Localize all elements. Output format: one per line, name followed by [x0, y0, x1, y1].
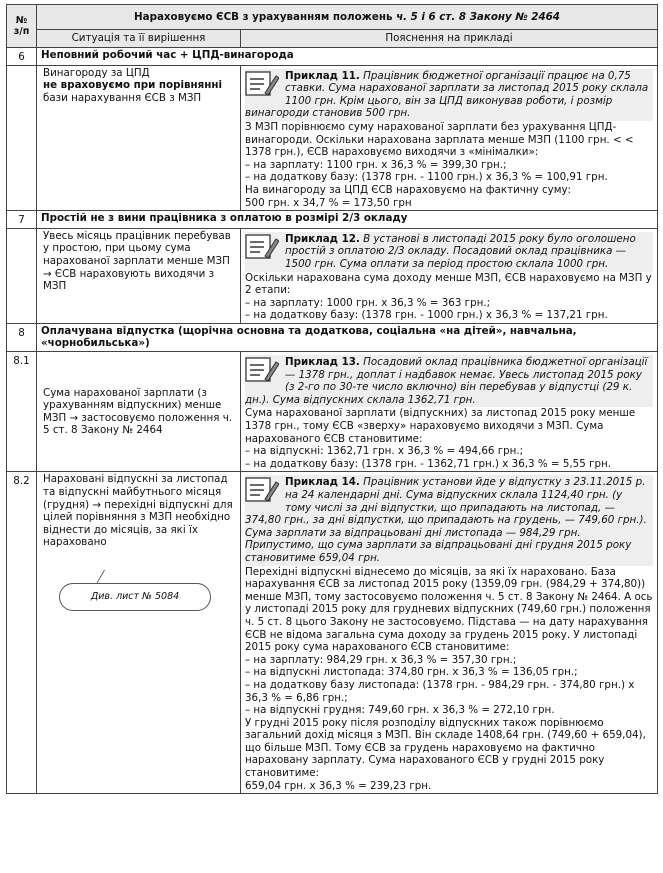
- calc-line: 659,04 грн. х 36,3 % = 239,23 грн.: [245, 779, 432, 792]
- table-row: [7, 472, 658, 794]
- col-situation-header: Ситуація та її вирішення: [37, 30, 241, 48]
- col-explanation-header: Пояснення на прикладі: [241, 30, 658, 48]
- row-number: 8.2: [7, 472, 37, 794]
- calc-line: 500 грн. х 34,7 % = 173,50 грн: [245, 196, 412, 209]
- explanation-text: Перехідні відпускні віднесемо до місяців, за які їх нараховано. База нарахування ЄСВ за листопад 2015 року (1359,09 грн. (984,29 + 374,80)) менше МЗП, тому застосовуємо положення ч. 5 ст. 8 Закону № 2464. А ось у листопаді 2015 року для грудневих відпускних (749,60 грн.) положення ч. 5 ст. 8 цього Закону не застосовуємо. Підстава — на дату нарахування ЄСВ не відома загальна сума доходу за грудень 2015 року. У листопаді 2015 року сума нарахованого ЄСВ становитиме:: [245, 565, 653, 654]
- example-title: Приклад 14.: [285, 476, 360, 489]
- section-title: Оплачувана відпустка (щорічна основна та додаткова, соціальна «на дітей», навчальна, «чорнобильська»): [37, 323, 658, 351]
- example-title: Приклад 11.: [285, 69, 360, 82]
- example-block: [245, 355, 653, 407]
- calc-line: – на додаткову базу листопада: (1378 грн. - 984,29 грн. - 374,80 грн.) х 36,3 % = 6,86 грн.;: [245, 678, 635, 704]
- example-block: [245, 232, 653, 272]
- calc-line: – на додаткову базу: (1378 грн. - 1362,71 грн.) х 36,3 % = 5,55 грн.: [245, 457, 611, 470]
- situation-text: Нараховані відпускні за листопад та відпускні майбутнього місяця (грудня) → перехідні відпускні для цілей порівняння з МЗП необхідно віднести до місяців, за які їх нараховано: [43, 473, 233, 549]
- example-text: Посадовий оклад працівника бюджетної організації — 1378 грн., доплат і надбавок немає. Увесь листопад 2015 року: [285, 356, 648, 381]
- example-title: Приклад 13.: [285, 356, 360, 369]
- explanation-text: Сума нарахованої зарплати (відпускних) за листопад 2015 року менше 1378 грн., тому ЄСВ «зверху» нараховуємо виходячи з МЗП. Сума нарахованого ЄСВ становитиме:: [245, 407, 636, 445]
- situation-text: не враховуємо при порівнянні: [43, 79, 223, 92]
- calc-line: – на відпускні: 1362,71 грн. х 36,3 % = 494,66 грн.;: [245, 445, 524, 458]
- table-row: [7, 228, 658, 323]
- calc-line: – на зарплату: 1100 грн. х 36,3 % = 399,30 грн.;: [245, 158, 507, 171]
- example-text: Працівник бюджетної організації працює на 0,75 ставки. Сума нарахованої зарплати за листопад 2015 року склала 1100 грн. Крім цього, він за ЦПД виконував роботи, і розмір винагороди становив 500 грн.: [245, 69, 649, 120]
- example-block: [245, 475, 653, 565]
- example-block: [245, 69, 653, 121]
- situation-text: Винагороду за ЦПД: [43, 66, 150, 79]
- explanation-text: На винагороду за ЦПД ЄСВ нараховуємо на фактичну суму:: [245, 183, 572, 196]
- explanation-cell: [241, 352, 658, 472]
- row-number: 8: [7, 323, 37, 351]
- section-title: Простій не з вини працівника з оплатою в розмірі 2/3 окладу: [37, 211, 658, 229]
- table-title-ref: ч. 5 і 6 ст. 8 Закону № 2464: [396, 10, 560, 23]
- table-title: [37, 5, 658, 30]
- explanation-cell: [241, 65, 658, 211]
- situation-text: Сума нарахованої зарплати (з урахуванням відпускних) менше МЗП → застосовуємо положення ч. 5 ст. 8 Закону № 2464: [43, 386, 233, 437]
- explanation-text: З МЗП порівнюємо суму нарахованої зарплати без урахування ЦПД-винагороди. Оскільки нарахована зарплата менше МЗП (1100 грн. < < 1378 грн.), ЄСВ нараховуємо виходячи з «мінімалки»:: [245, 120, 634, 159]
- situation-cell: Увесь місяць працівник перебував у простою, при цьому сума нарахованої зарплати менше МЗП → ЄСВ нараховують виходячи з МЗП: [37, 228, 241, 323]
- section-row: [7, 211, 658, 229]
- notepad-pencil-icon: [245, 234, 279, 260]
- explanation-text: Оскільки нарахована сума доходу менше МЗП, ЄСВ нараховуємо на МЗП у 2 етапи:: [245, 271, 652, 297]
- notepad-pencil-icon: [245, 357, 279, 383]
- empty-cell: [7, 228, 37, 323]
- example-text: Працівник установи йде у відпустку з 23.11.2015 р. на 24 календарні дні. Сума відпускних склала 1124,40 грн. (у тому числі за дні відпустки, що припадають на листопад, — 374,80 грн., за дні відпустки, що припадають на грудень, — 749,60 грн.). Сума зарплати за відпрацьовані дні листопада — 984,29 грн. Припустимо, що сума зарплати за відпрацьовані дні грудня 2015 року становитиме 659,04 грн.: [245, 476, 647, 564]
- calc-line: – на відпускні листопада: 374,80 грн. х 36,3 % = 136,05 грн.;: [245, 666, 578, 679]
- row-number: 7: [7, 211, 37, 229]
- calc-line: – на додаткову базу: (1378 грн. - 1100 грн.) х 36,3 % = 100,91 грн.: [245, 171, 608, 184]
- section-row: [7, 323, 658, 351]
- situation-cell: [37, 472, 241, 794]
- example-title: Приклад 12.: [285, 232, 360, 245]
- reference-callout: Див. лист № 5084: [59, 583, 211, 611]
- explanation-text: У грудні 2015 року після розподілу відпускних також порівнюємо загальний дохід місяця з МЗП. Він складе 1408,64 грн. (749,60 + 659,04), що більше МЗП. Тому ЄСВ за грудень нараховуємо на фактично нараховану зарплату. Сума нарахованого ЄСВ у грудні 2015 року становитиме:: [245, 716, 646, 780]
- notepad-pencil-icon: [245, 477, 279, 503]
- section-row: [7, 48, 658, 66]
- example-text: (з 2-го по 30-те число включно) він перебував у відпустці (29 к. дн.). Сума відпускних склала 1362,71 грн.: [245, 381, 633, 406]
- calc-line: – на додаткову базу: (1378 грн. - 1000 грн.) х 36,3 % = 137,21 грн.: [245, 309, 608, 322]
- esv-table: [6, 4, 658, 794]
- table-title-text: Нараховуємо ЄСВ з урахуванням положень: [134, 10, 397, 23]
- calc-line: – на відпускні грудня: 749,60 грн. х 36,3 % = 272,10 грн.: [245, 704, 555, 717]
- situation-cell: [37, 65, 241, 211]
- table-row: [7, 65, 658, 211]
- calc-line: – на зарплату: 1000 грн. х 36,3 % = 363 грн.;: [245, 296, 491, 309]
- section-title: Неповний робочий час + ЦПД-винагорода: [37, 48, 658, 66]
- situation-cell: [37, 352, 241, 472]
- notepad-pencil-icon: [245, 71, 279, 97]
- row-number: 8.1: [7, 352, 37, 472]
- row-number: 6: [7, 48, 37, 66]
- calc-line: – на зарплату: 984,29 грн. х 36,3 % = 357,30 грн.;: [245, 653, 517, 666]
- situation-text: бази нарахування ЄСВ з МЗП: [43, 91, 202, 104]
- col-number-header: № з/п: [7, 5, 37, 48]
- example-text: В установі в листопаді 2015 року було оголошено простій з оплатою 2/3 окладу. Посадовий оклад працівника — 1500 грн. Сума оплати за період простою склала 1000 грн.: [285, 232, 636, 270]
- table-row: [7, 352, 658, 472]
- explanation-cell: [241, 228, 658, 323]
- empty-cell: [7, 65, 37, 211]
- explanation-cell: [241, 472, 658, 794]
